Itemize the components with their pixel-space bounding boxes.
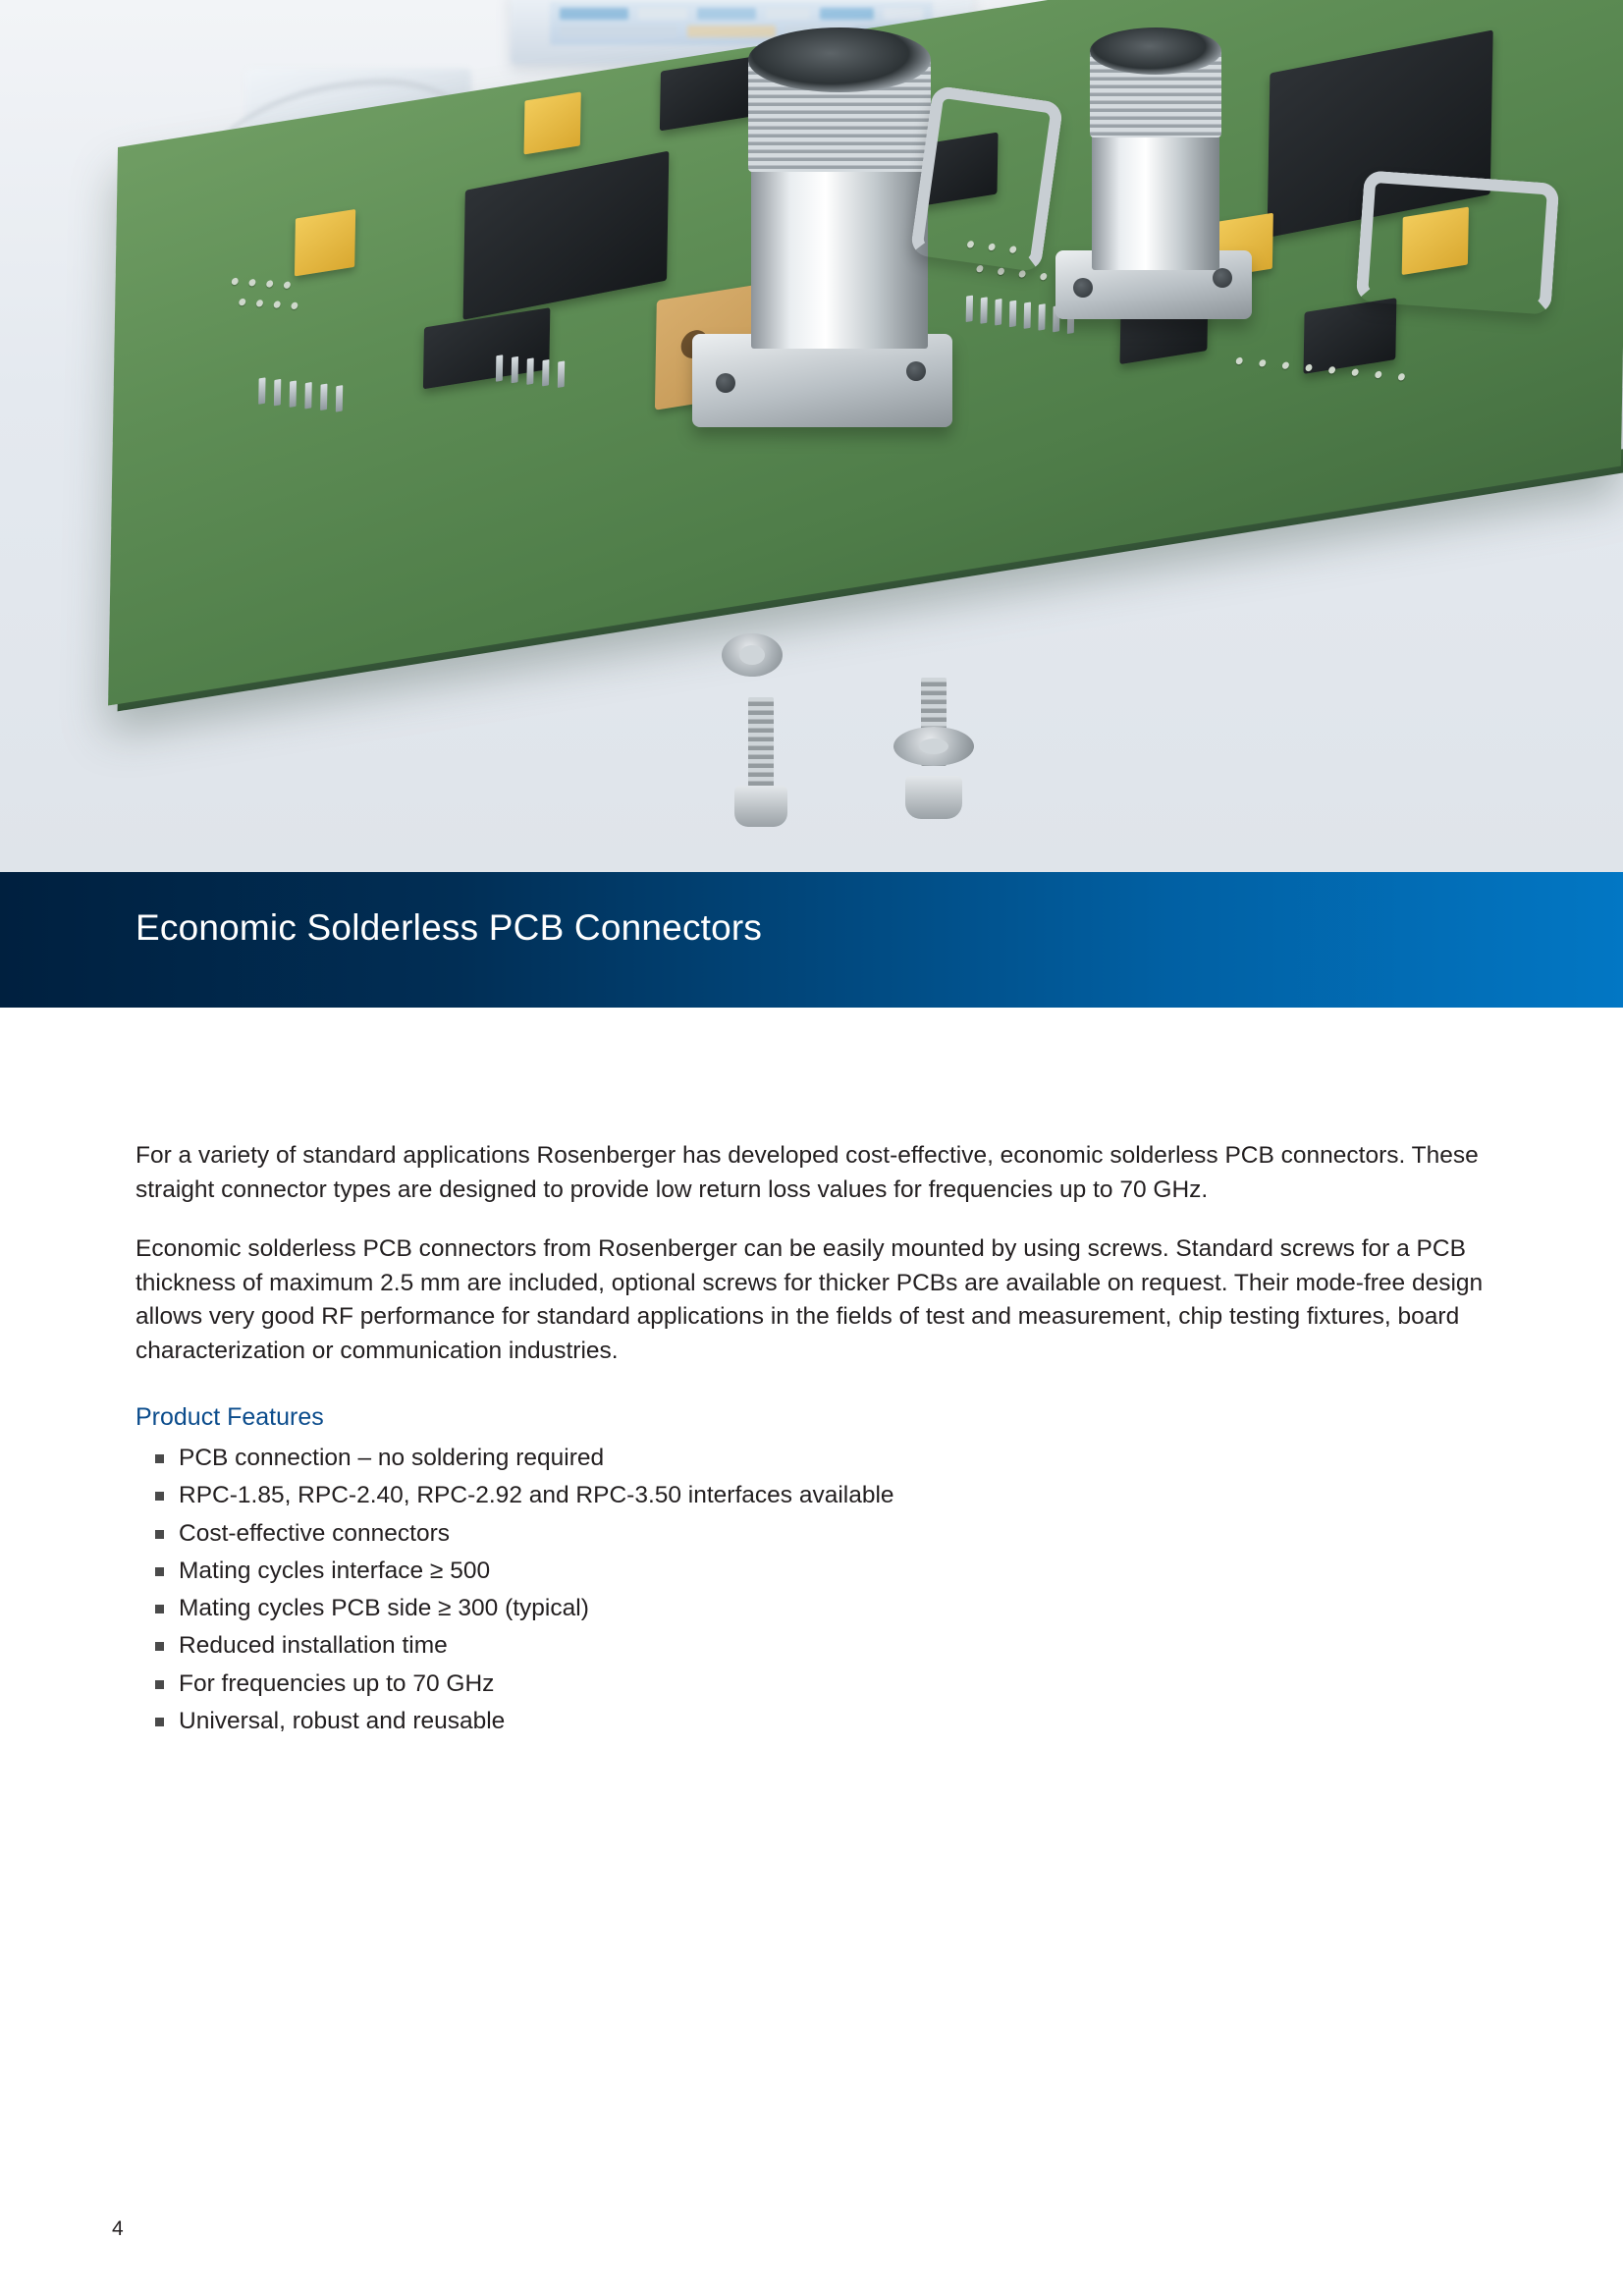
page-content	[135, 1139, 1490, 1740]
page-title: Economic Solderless PCB Connectors	[135, 907, 763, 948]
connector-handle	[910, 85, 1064, 273]
list-item: Mating cycles interface ≥ 500	[135, 1553, 1490, 1590]
list-item: Universal, robust and reusable	[135, 1703, 1490, 1740]
connector-aperture	[1090, 27, 1221, 75]
list-item: Cost-effective connectors	[135, 1515, 1490, 1553]
capacitor	[524, 91, 581, 154]
capacitor	[295, 209, 355, 277]
list-item: RPC-1.85, RPC-2.40, RPC-2.92 and RPC-3.50 interfaces available	[135, 1477, 1490, 1514]
washer	[722, 633, 783, 677]
connector-aperture	[748, 27, 931, 92]
product-features-heading: Product Features	[135, 1403, 324, 1432]
page-title-bar	[0, 872, 1623, 1008]
list-item: For frequencies up to 70 GHz	[135, 1666, 1490, 1703]
page-number: 4	[112, 2217, 124, 2240]
hero-image	[0, 0, 1623, 874]
connector-body	[1092, 118, 1219, 270]
list-item: PCB connection – no soldering required	[135, 1440, 1490, 1477]
ic-chip	[660, 55, 763, 131]
intro-paragraph-1: For a variety of standard applications Rosenberger has developed cost-effective, economic solderless PCB connectors. These straight connector types are designed to provide low return loss values for frequencies up to 70 GHz.	[135, 1142, 1479, 1203]
ic-chip	[463, 151, 670, 320]
list-item: Reduced installation time	[135, 1627, 1490, 1665]
product-features-list	[135, 1440, 1490, 1740]
intro-paragraph-2: Economic solderless PCB connectors from Rosenberger can be easily mounted by using screws. Standard screws for a PCB thickness of maximum 2.5 mm are included, optional screws for thicker PCBs are available on request. Their mode-free design allows very good RF performance for standard applications in the fields of test and measurement, chip testing fixtures, board characterization or communication industries.	[135, 1235, 1484, 1364]
ic-chip	[1303, 298, 1396, 374]
connector-handle	[1356, 170, 1560, 315]
list-item: Mating cycles PCB side ≥ 300 (typical)	[135, 1590, 1490, 1627]
